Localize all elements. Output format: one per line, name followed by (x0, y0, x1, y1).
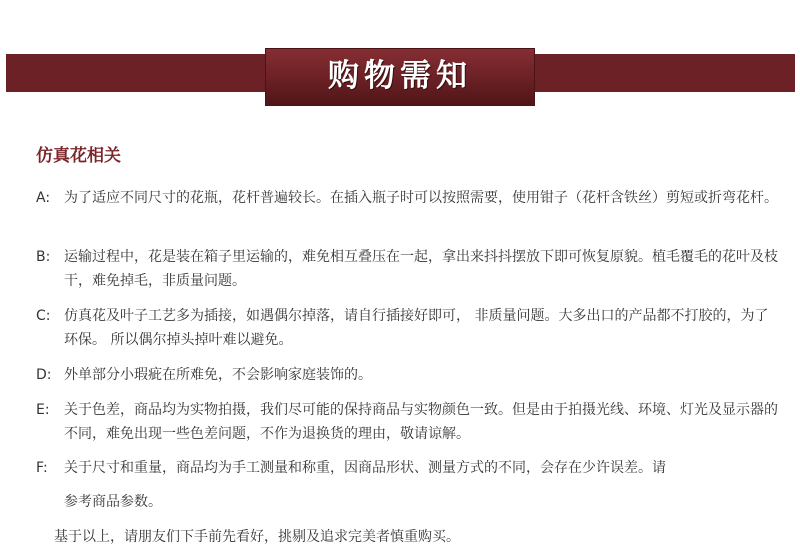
faq-text: 关于尺寸和重量，商品均为手工测量和称重，因商品形状、测量方式的不同，会存在少许误差。请 (64, 460, 666, 476)
banner-title: 购物需知 (328, 58, 472, 94)
faq-item-e (36, 398, 778, 446)
faq-marker: D: (36, 367, 52, 383)
faq-marker: F: (36, 460, 48, 476)
title-banner (0, 48, 800, 106)
summary-note: 基于以上，请朋友们下手前先看好，挑剔及追求完美者慎重购买。 (54, 529, 460, 545)
faq-marker: E: (36, 402, 50, 418)
faq-text: 关于色差，商品均为实物拍摄，我们尽可能的保持商品与实物颜色一致。但是由于拍摄光线、环境、灯光及显示器的不同，难免出现一些色差问题，不作为退换货的理由，敬请谅解。 (64, 402, 778, 442)
faq-text: 运输过程中，花是装在箱子里运输的，难免相互叠压在一起，拿出来抖抖摆放下即可恢复原貌。植毛覆毛的花叶及枝干，难免掉毛，非质量问题。 (64, 249, 778, 289)
faq-item-a (36, 186, 778, 210)
faq-marker: C: (36, 308, 51, 324)
faq-text-continued: 参考商品参数。 (64, 494, 162, 510)
faq-text: 仿真花及叶子工艺多为插接，如遇偶尔掉落，请自行插接好即可， 非质量问题。大多出口的产品都不打胶的，为了环保。 所以偶尔掉头掉叶难以避免。 (64, 308, 769, 348)
faq-marker: B: (36, 249, 51, 265)
faq-text: 为了适应不同尺寸的花瓶，花杆普遍较长。在插入瓶子时可以按照需要，使用钳子（花杆含铁丝）剪短或折弯花杆。 (64, 190, 778, 206)
faq-item-d (36, 363, 778, 387)
faq-item-c (36, 304, 778, 352)
faq-marker: A: (36, 190, 51, 206)
faq-item-b (36, 245, 778, 293)
faq-item-f (36, 456, 778, 514)
section-heading: 仿真花相关 (36, 146, 121, 166)
faq-text: 外单部分小瑕疵在所难免，不会影响家庭装饰的。 (64, 367, 372, 383)
